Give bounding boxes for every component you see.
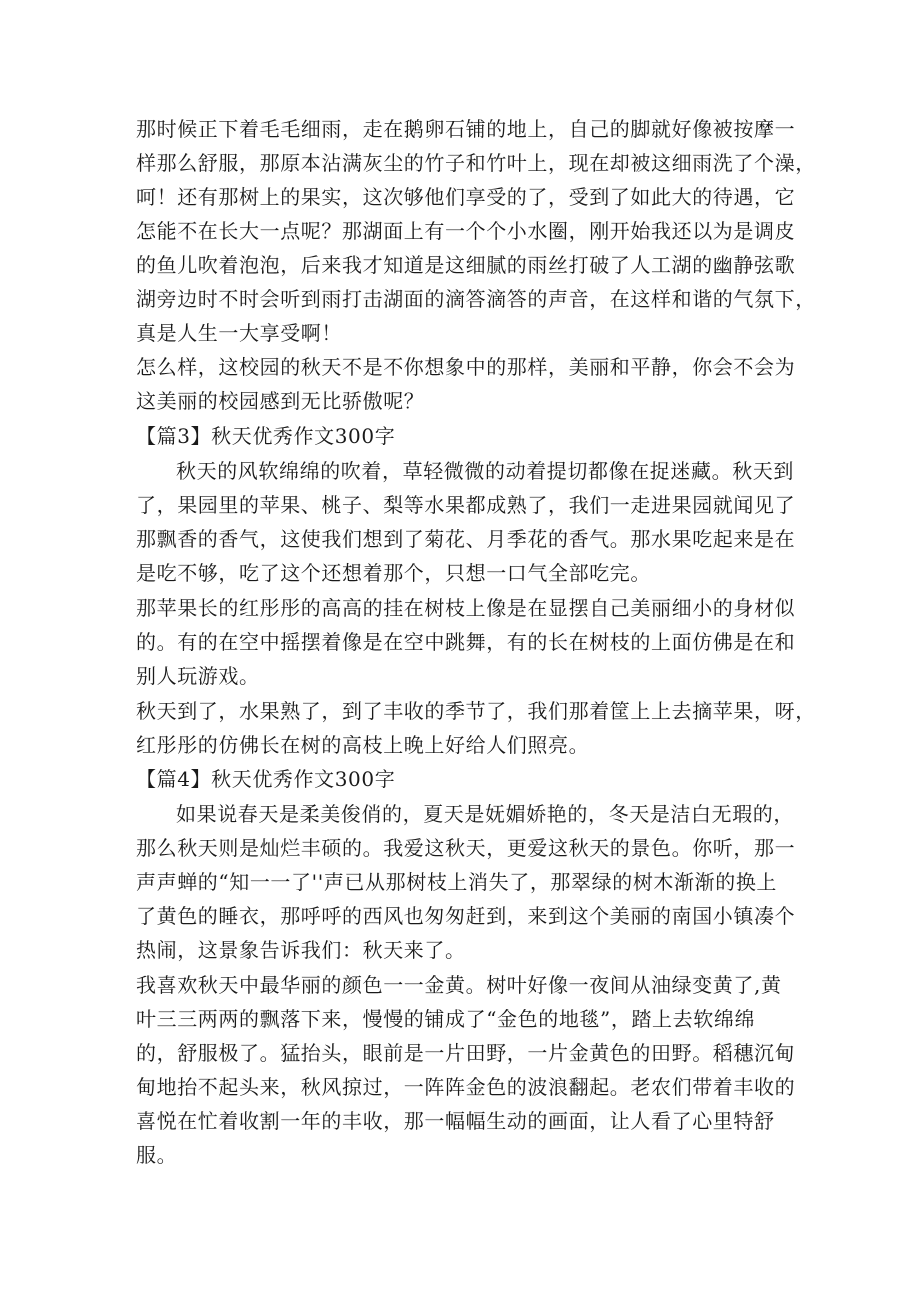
paragraph-2-line-2: 这美丽的校园感到无比骄傲呢？ [136,389,425,413]
section-heading-3: 【篇3】秋天优秀作文300字 [136,424,396,448]
paragraph-1-line-4: 怎能不在长大一点呢？那湖面上有一个个小水圈，刚开始我还以为是调皮 [136,219,796,243]
paragraph-7-line-5: 喜悦在忙着收割一年的丰收，那一幅幅生动的画面，让人看了心里特舒 [136,1109,775,1133]
paragraph-6-line-5: 热闹，这景象告诉我们：秋天来了。 [136,938,466,962]
paragraph-3-line-3: 那飘香的香气，这使我们想到了菊花、月季花的香气。那水果吃起来是在 [136,527,796,551]
paragraph-6-line-2: 那么秋天则是灿烂丰硕的。我爱这秋天，更爱这秋天的景色。你听，那一 [136,836,796,860]
paragraph-1-line-1: 那时候正下着毛毛细雨，走在鹅卵石铺的地上，自己的脚就好像被按摩一 [136,117,796,141]
paragraph-2-line-1: 怎么样，这校园的秋天不是不你想象中的那样，美丽和平静，你会不会为 [136,355,796,379]
paragraph-3-line-1: 秋天的风软绵绵的吹着，草轻微微的动着提切都像在捉迷藏。秋天到 [176,459,794,483]
paragraph-7-line-1: 我喜欢秋天中最华丽的颜色一一金黄。树叶好像一夜间从油绿变黄了,黄 [136,973,782,997]
paragraph-3-line-2: 了，果园里的苹果、桃子、梨等水果都成熟了，我们一走进果园就闻见了 [136,493,796,517]
paragraph-1-line-2: 样那么舒服，那原本沾满灰尘的竹子和竹叶上，现在却被这细雨洗了个澡， [136,151,816,175]
paragraph-1-line-5: 的鱼儿吹着泡泡，后来我才知道是这细腻的雨丝打破了人工湖的幽静弦歌 [136,253,796,277]
paragraph-5-line-2: 红彤彤的仿佛长在树的高枝上晚上好给人们照亮。 [136,733,590,757]
paragraph-4-line-2: 的。有的在空中摇摆着像是在空中跳舞，有的长在树枝的上面仿佛是在和 [136,630,796,654]
paragraph-5-line-1: 秋天到了，水果熟了，到了丰收的季节了，我们那着筐上上去摘苹果，呀， [136,699,816,723]
paragraph-6-line-3: 声声蝉的“知一一了''声已从那树枝上消失了，那翠绿的树木渐渐的换上 [136,870,778,894]
paragraph-7-line-3: 的，舒服极了。猛抬头，眼前是一片田野，一片金黄色的田野。稻穗沉甸 [136,1041,796,1065]
paragraph-7-line-4: 甸地抬不起头来，秋风掠过，一阵阵金色的波浪翻起。老农们带着丰收的 [136,1075,796,1099]
paragraph-7-line-2: 叶三三两两的飘落下来，慢慢的铺成了“金色的地毯”，踏上去软绵绵 [136,1007,756,1031]
paragraph-1-line-6: 湖旁边时不时会听到雨打击湖面的滴答滴答的声音，在这样和谐的气氛下， [136,287,816,311]
paragraph-1-line-7: 真是人生一大享受啊！ [136,321,342,345]
paragraph-3-line-4: 是吃不够，吃了这个还想着那个，只想一口气全部吃完。 [136,561,651,585]
paragraph-1-line-3: 呵！还有那树上的果实，这次够他们享受的了，受到了如此大的待遇，它 [136,185,796,209]
paragraph-6-line-4: 了黄色的睡衣，那呼呼的西风也匆匆赶到，来到这个美丽的南国小镇凑个 [136,904,796,928]
paragraph-4-line-1: 那苹果长的红彤彤的高高的挂在树枝上像是在显摆自己美丽细小的身材似 [136,596,796,620]
paragraph-7-line-6: 服。 [136,1143,178,1167]
paragraph-6-line-1: 如果说春天是柔美俊俏的，夏天是妩媚娇艳的，冬天是洁白无瑕的， [176,802,794,826]
paragraph-4-line-3: 别人玩游戏。 [136,664,260,688]
section-heading-4: 【篇4】秋天优秀作文300字 [136,767,396,791]
